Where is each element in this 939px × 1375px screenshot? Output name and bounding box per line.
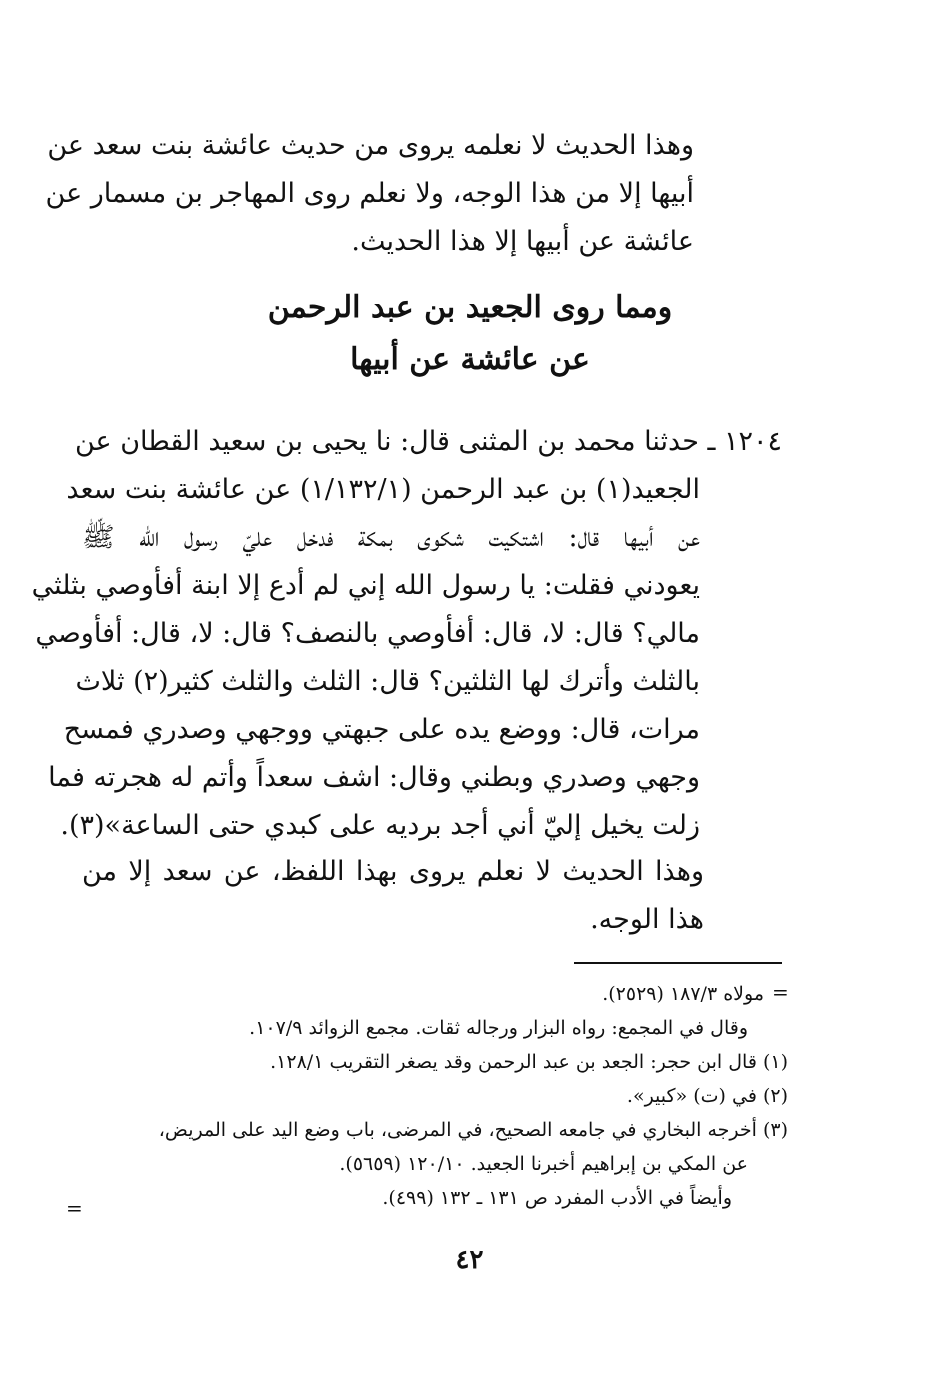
footnote-line: وأيضاً في الأدب المفرد ص ١٣١ ـ ١٣٢ (٤٩٩). <box>382 1187 732 1209</box>
closing-paragraph <box>82 848 704 944</box>
footnote-line: (١) قال ابن حجر: الجعد بن عبد الرحمن وقد يصغر التقريب ١٢٨/١. <box>270 1051 788 1073</box>
text-line: وجهي وصدري وبطني وقال: اشف سعداً وأتم له هجرته فما <box>48 762 700 793</box>
heading-line: عن عائشة عن أبيها <box>350 342 590 377</box>
continuation-mark-top: = <box>772 980 789 1004</box>
text-line: مرات، قال: ووضع يده على جبهتي ووجهي وصدري فمسح <box>63 714 700 745</box>
text-line: وهذا الحديث لا نعلمه يروى من حديث عائشة بنت سعد عن <box>47 130 694 161</box>
text-line: الجعيد(١) بن عبد الرحمن (١/١٣٢/١) عن عائشة بنت سعد <box>66 474 700 505</box>
footnote-line: (٢) في (ت) «كبير». <box>626 1085 788 1107</box>
heading-line: ومما روى الجعيد بن عبد الرحمن <box>267 290 673 325</box>
text-line: عائشة عن أبيها إلا هذا الحديث. <box>351 226 694 257</box>
text-line: عن أبيها قال: اشتكيت شكوى بمكة فدخل عليّ رسول الله ﷺ <box>82 522 700 553</box>
text-line: هذا الوجه. <box>590 904 704 935</box>
footnote-line: عن المكي بن إبراهيم أخبرنا الجعيد. ١٢٠/١٠ (٥٦٥٩). <box>339 1153 748 1175</box>
text-line: وهذا الحديث لا نعلم يروى بهذا اللفظ، عن سعد إلا من <box>82 856 704 887</box>
text-line: مالي؟ قال: لا، قال: أفأوصي بالنصف؟ قال: لا، قال: أفأوصي <box>35 618 700 649</box>
text-line: بالثلث وأترك لها الثلثين؟ قال: الثلث والثلث كثير(٢) ثلاث <box>75 666 700 697</box>
continuation-mark-bottom: = <box>66 1196 83 1220</box>
text-line: ١٢٠٤ ـ حدثنا محمد بن المثنى قال: نا يحيى بن سعيد القطان عن <box>74 426 782 457</box>
text-line: زلت يخيل إليّ أني أجد برديه على كبدي حتى الساعة»(٣). <box>60 810 700 841</box>
text-line: يعودني فقلت: يا رسول الله إني لم أدع إلا ابنة أفأوصي بثلثي <box>31 570 700 601</box>
text-line: أبيها إلا من هذا الوجه، ولا نعلم روى المهاجر بن مسمار عن <box>45 178 694 209</box>
footnote-separator <box>574 962 782 964</box>
section-heading <box>150 282 790 386</box>
footnote-line: وقال في المجمع: رواه البزار ورجاله ثقات. مجمع الزوائد ١٠٧/٩. <box>249 1017 748 1039</box>
footnotes <box>82 977 788 1215</box>
intro-paragraph <box>45 122 694 266</box>
footnote-line: مولاه ١٨٧/٣ (٢٥٢٩). <box>602 983 764 1005</box>
page-number: ٤٢ <box>455 1245 484 1275</box>
footnote-line: (٣) أخرجه البخاري في جامعه الصحيح، في المرضى، باب وضع اليد على المريض، <box>158 1119 788 1141</box>
hadith-paragraph <box>31 418 782 850</box>
